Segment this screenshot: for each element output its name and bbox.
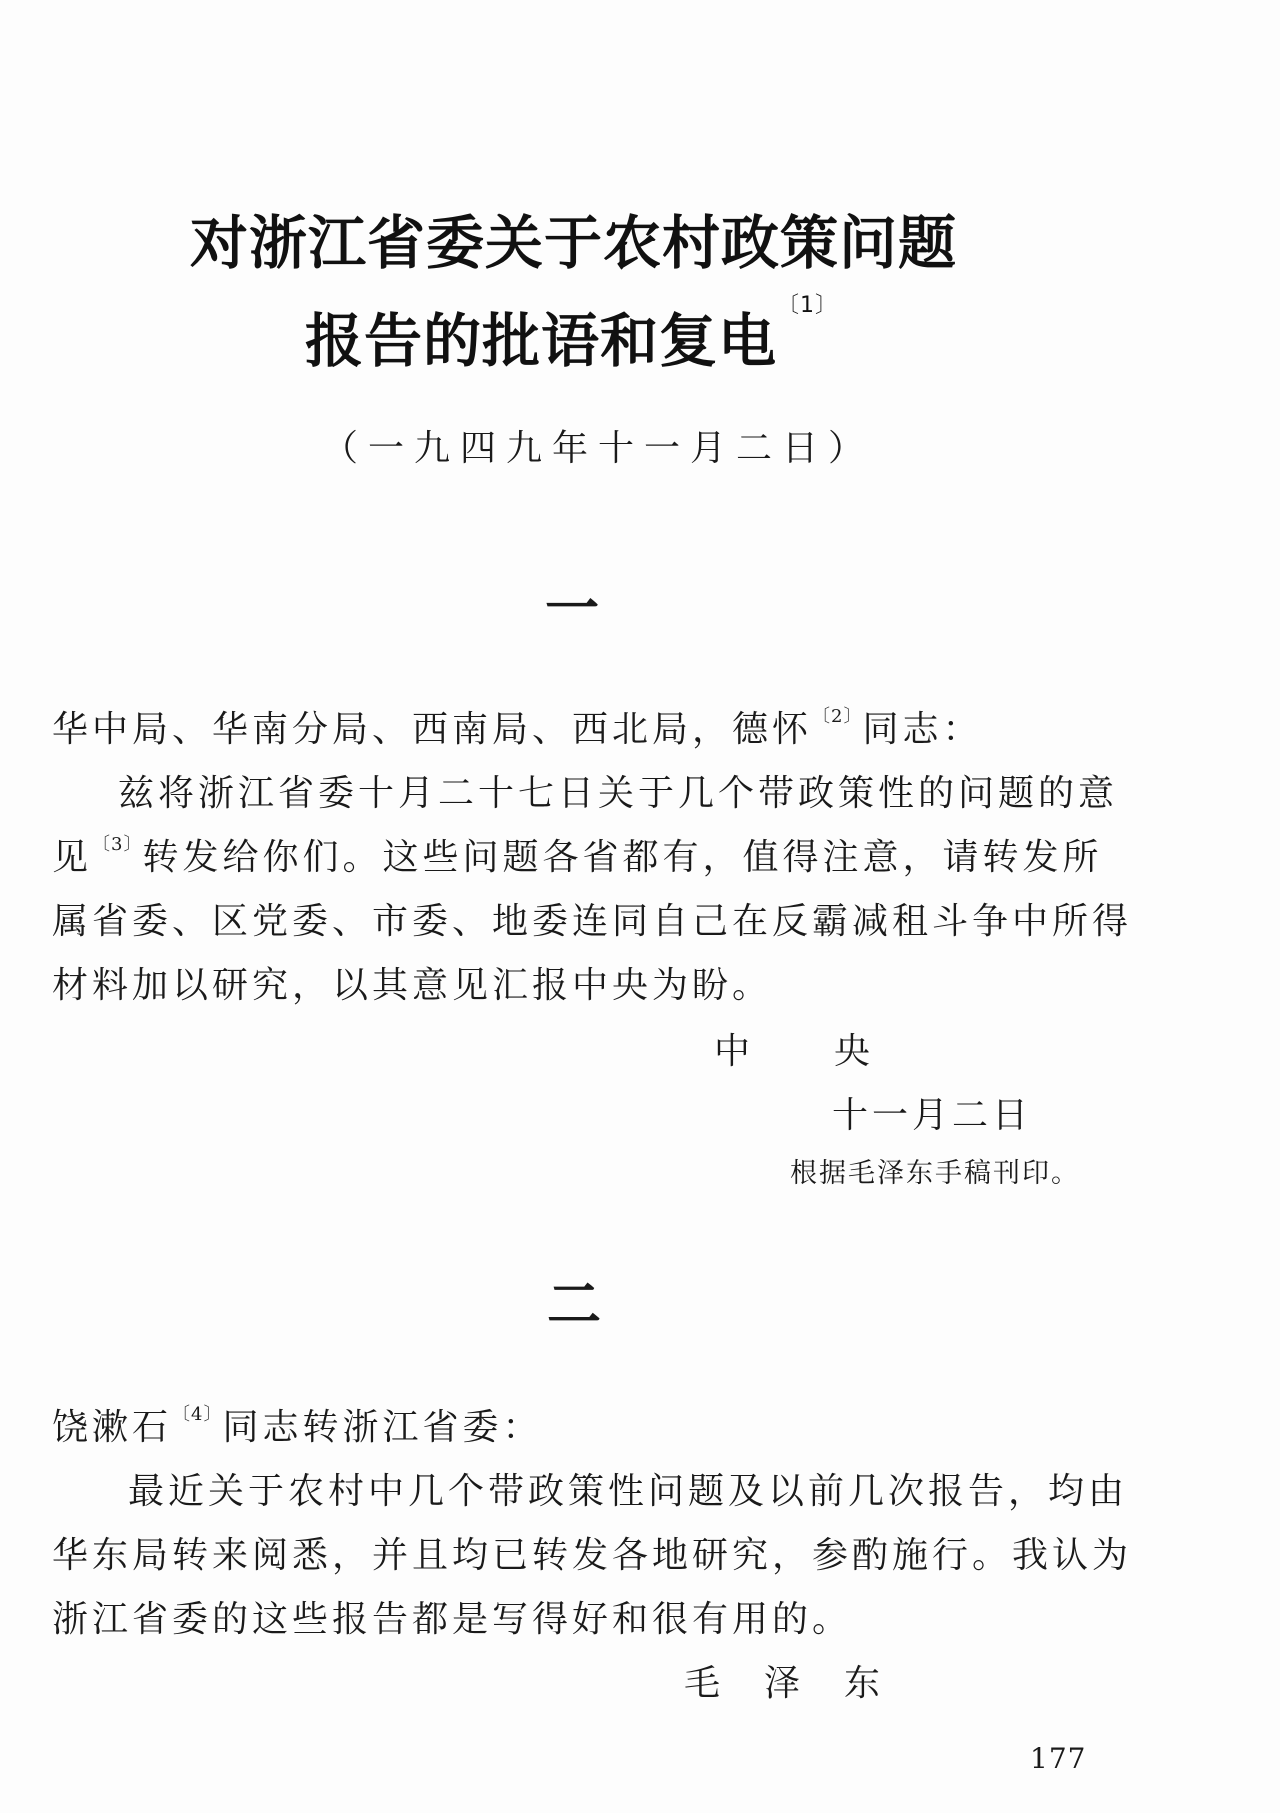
section-2-salutation — [52, 1404, 543, 1448]
salutation-text: 华中局、华南分局、西南局、西北局，德怀 — [52, 709, 813, 750]
title-footnote-marker: 〔1〕 — [777, 293, 839, 318]
line-2-text: 转发给你们。这些问题各省都有，值得注意，请转发所 — [142, 837, 1103, 878]
footnote-marker-4: 〔4〕 — [172, 1404, 223, 1425]
section-1-line-2 — [52, 834, 1103, 878]
section-2-line-2: 华东局转来阅悉，并且均已转发各地研究，参酌施行。我认为 — [52, 1535, 1133, 1576]
footnote-marker-2: 〔2〕 — [812, 706, 863, 727]
section-1-salutation — [52, 706, 983, 750]
line-2-prefix: 见 — [52, 837, 93, 878]
footnote-marker-3: 〔3〕 — [92, 834, 143, 855]
title-line-1 — [190, 196, 957, 280]
section-1-line-3: 属省委、区党委、市委、地委连同自己在反霸减租斗争中所得 — [52, 901, 1133, 942]
salutation-text-end: 同志： — [862, 709, 983, 750]
title-text-2: 报告的批语和复电 — [305, 307, 778, 375]
title-text-1: 对浙江省委关于农村政策问题 — [190, 209, 958, 277]
section-number-2: 二 — [547, 1273, 601, 1336]
salutation-text: 饶漱石 — [52, 1407, 173, 1448]
section-1-signature: 中 央 — [714, 1031, 875, 1072]
section-1-line-1: 兹将浙江省委十月二十七日关于几个带政策性的问题的意 — [118, 773, 1119, 814]
section-2-line-3: 浙江省委的这些报告都是写得好和很有用的。 — [52, 1599, 853, 1640]
section-1-line-4: 材料加以研究，以其意见汇报中央为盼。 — [52, 965, 773, 1006]
section-1-source-note: 根据毛泽东手稿刊印。 — [790, 1158, 1080, 1189]
document-date: （一九四九年十一月二日） — [322, 428, 875, 469]
section-2-line-1: 最近关于农村中几个带政策性问题及以前几次报告，均由 — [128, 1471, 1129, 1512]
page-number: 177 — [1030, 1742, 1087, 1775]
section-number-1: 一 — [545, 577, 599, 640]
title-line-2 — [305, 294, 838, 378]
salutation-text-end: 同志转浙江省委： — [222, 1407, 543, 1448]
section-1-sign-date: 十一月二日 — [832, 1095, 1033, 1136]
section-2-signature: 毛 泽 东 — [684, 1663, 885, 1704]
